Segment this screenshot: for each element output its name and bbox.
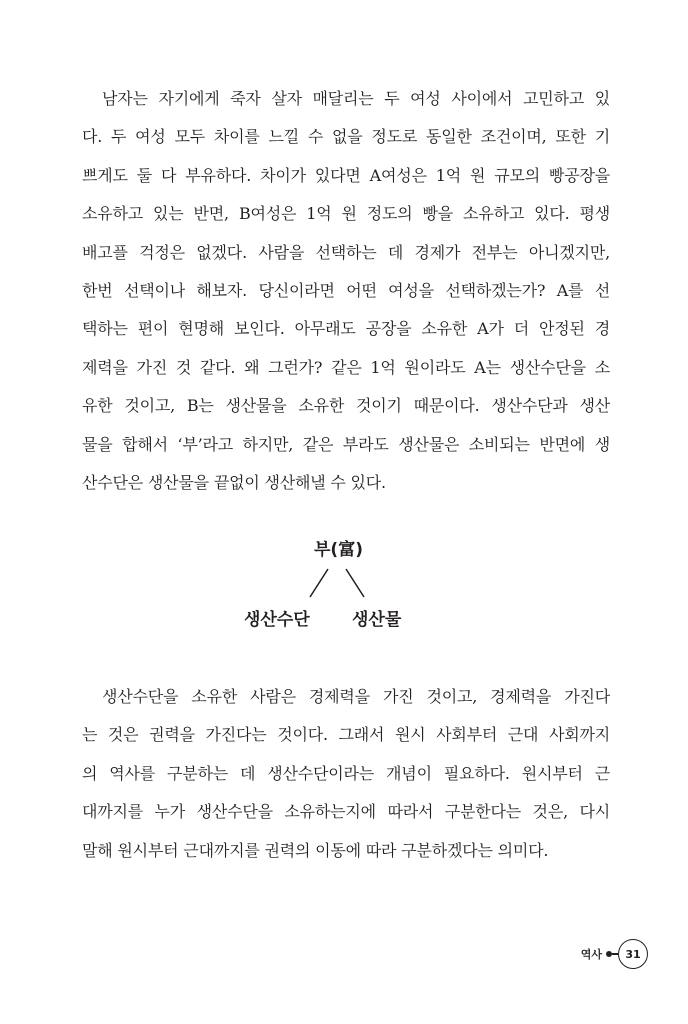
paragraph-1 [82, 80, 610, 502]
text-line: 쁘게도 둘 다 부유하다. 차이가 있다면 A여성은 1억 원 규모의 빵공장을 [82, 165, 610, 185]
text-line: 생산수단을 소유한 사람은 경제력을 가진 것이고, 경제력을 가진다 [102, 687, 610, 706]
text-line: 산수단은 생산물을 끝없이 생산해낼 수 있다. [82, 472, 386, 492]
text-line: 배고플 걱정은 없겠다. 사람을 선택하는 데 경제가 전부는 아니겠지만, [82, 242, 610, 262]
paragraph-2 [82, 678, 610, 870]
text-line: 소유하고 있는 반면, B여성은 1억 원 정도의 빵을 소유하고 있다. 평생 [82, 204, 610, 224]
text-line: 제력을 가진 것 같다. 왜 그런가? 같은 1억 원이라도 A는 생산수단을 소 [82, 357, 610, 377]
text-line: 는 것은 권력을 가진다는 것이다. 그래서 원시 사회부터 근대 사회까지 [82, 725, 610, 745]
section-label: 역사 [580, 948, 602, 961]
text-line: 유한 것이고, B는 생산물을 소유한 것이기 때문이다. 생산수단과 생산 [82, 396, 610, 416]
text-line: 남자는 자기에게 죽자 살자 매달리는 두 여성 사이에서 고민하고 있 [102, 89, 610, 108]
text-line: 물을 합해서 ‘부’라고 하지만, 같은 부라도 생산물은 소비되는 반면에 생 [82, 434, 610, 454]
branch-line-right [346, 569, 364, 597]
text-line: 택하는 편이 현명해 보인다. 아무래도 공장을 소유한 A가 더 안정된 경 [82, 319, 610, 339]
diagram-right-label: 생산물 [352, 610, 402, 630]
text-line: 말해 원시부터 근대까지를 권력의 이동에 따라 구분하겠다는 의미다. [82, 840, 549, 860]
branch-line-left [310, 569, 328, 597]
page-footer [581, 938, 648, 970]
diagram-root-label: 부(富) [314, 540, 363, 560]
diagram-left-label: 생산수단 [244, 610, 310, 630]
text-line: 의 역사를 구분하는 데 생산수단이라는 개념이 필요하다. 원시부터 근 [82, 763, 610, 783]
wealth-diagram [200, 525, 460, 645]
page-number: 31 [618, 939, 648, 969]
text-line: 대까지를 누가 생산수단을 소유하는지에 따라서 구분한다는 것은, 다시 [82, 802, 610, 822]
text-line: 다. 두 여성 모두 차이를 느낄 수 없을 정도로 동일한 조건이며, 또한 기 [82, 127, 610, 147]
text-line: 한번 선택이나 해보자. 당신이라면 어떤 여성을 선택하겠는가? A를 선 [82, 280, 610, 300]
